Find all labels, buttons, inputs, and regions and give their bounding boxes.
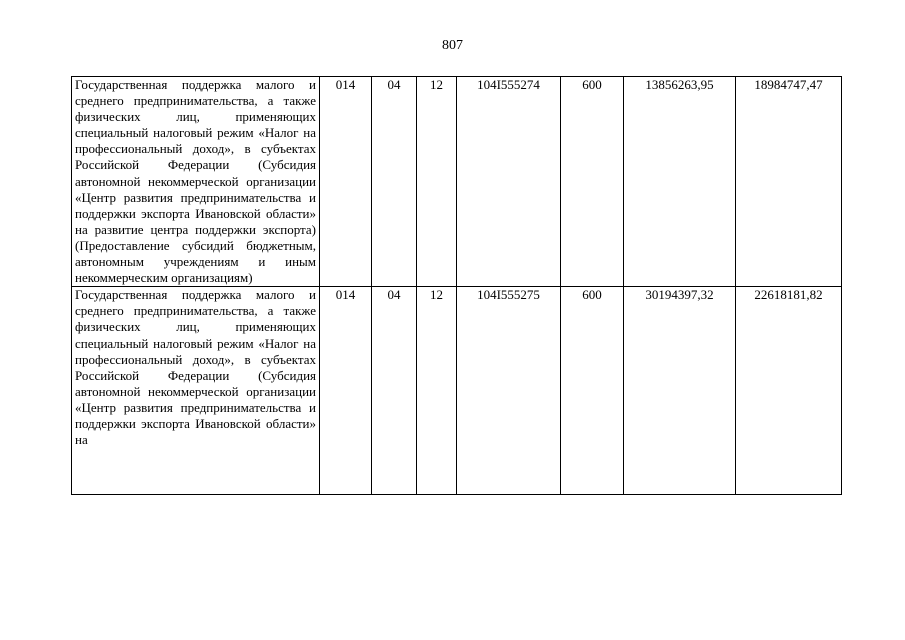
subsection-cell: 12 xyxy=(417,287,457,495)
table-row xyxy=(72,287,842,495)
ministry-code-cell: 014 xyxy=(320,287,372,495)
row-description: Государственная поддержка малого и среднего предпринимательства, а также физических лиц, применяющих специальный налоговый режим «Налог на профессиональный доход», в субъектах Российской Федерации (Субсидия автономной некоммерческой организации «Центр развития предпринимательства и поддержки экспорта Ивановской области» на xyxy=(75,287,316,448)
section-cell: 04 xyxy=(372,77,417,287)
target-article-cell: 104I555275 xyxy=(457,287,561,495)
amount-1-cell: 30194397,32 xyxy=(624,287,736,495)
subsection-cell: 12 xyxy=(417,77,457,287)
section-cell: 04 xyxy=(372,287,417,495)
row-description-cell xyxy=(72,287,320,495)
amount-1-cell: 13856263,95 xyxy=(624,77,736,287)
budget-table xyxy=(71,76,842,495)
expense-type-cell: 600 xyxy=(561,287,624,495)
ministry-code-cell: 014 xyxy=(320,77,372,287)
amount-2-cell: 22618181,82 xyxy=(736,287,842,495)
page-number: 807 xyxy=(442,38,463,53)
row-description: Государственная поддержка малого и среднего предпринимательства, а также физических лиц, применяющих специальный налоговый режим «Налог на профессиональный доход», в субъектах Российской Федерации (Субсидия автономной некоммерческой организации «Центр развития предпринимательства и поддержки экспорта Ивановской области» на развитие центра поддержки экспорта) (Предоставление субсидий бюджетным, автономным учреждениям и иным некоммерческим организациям) xyxy=(72,77,320,287)
table-row xyxy=(72,77,842,287)
target-article-cell: 104I555274 xyxy=(457,77,561,287)
amount-2-cell: 18984747,47 xyxy=(736,77,842,287)
expense-type-cell: 600 xyxy=(561,77,624,287)
